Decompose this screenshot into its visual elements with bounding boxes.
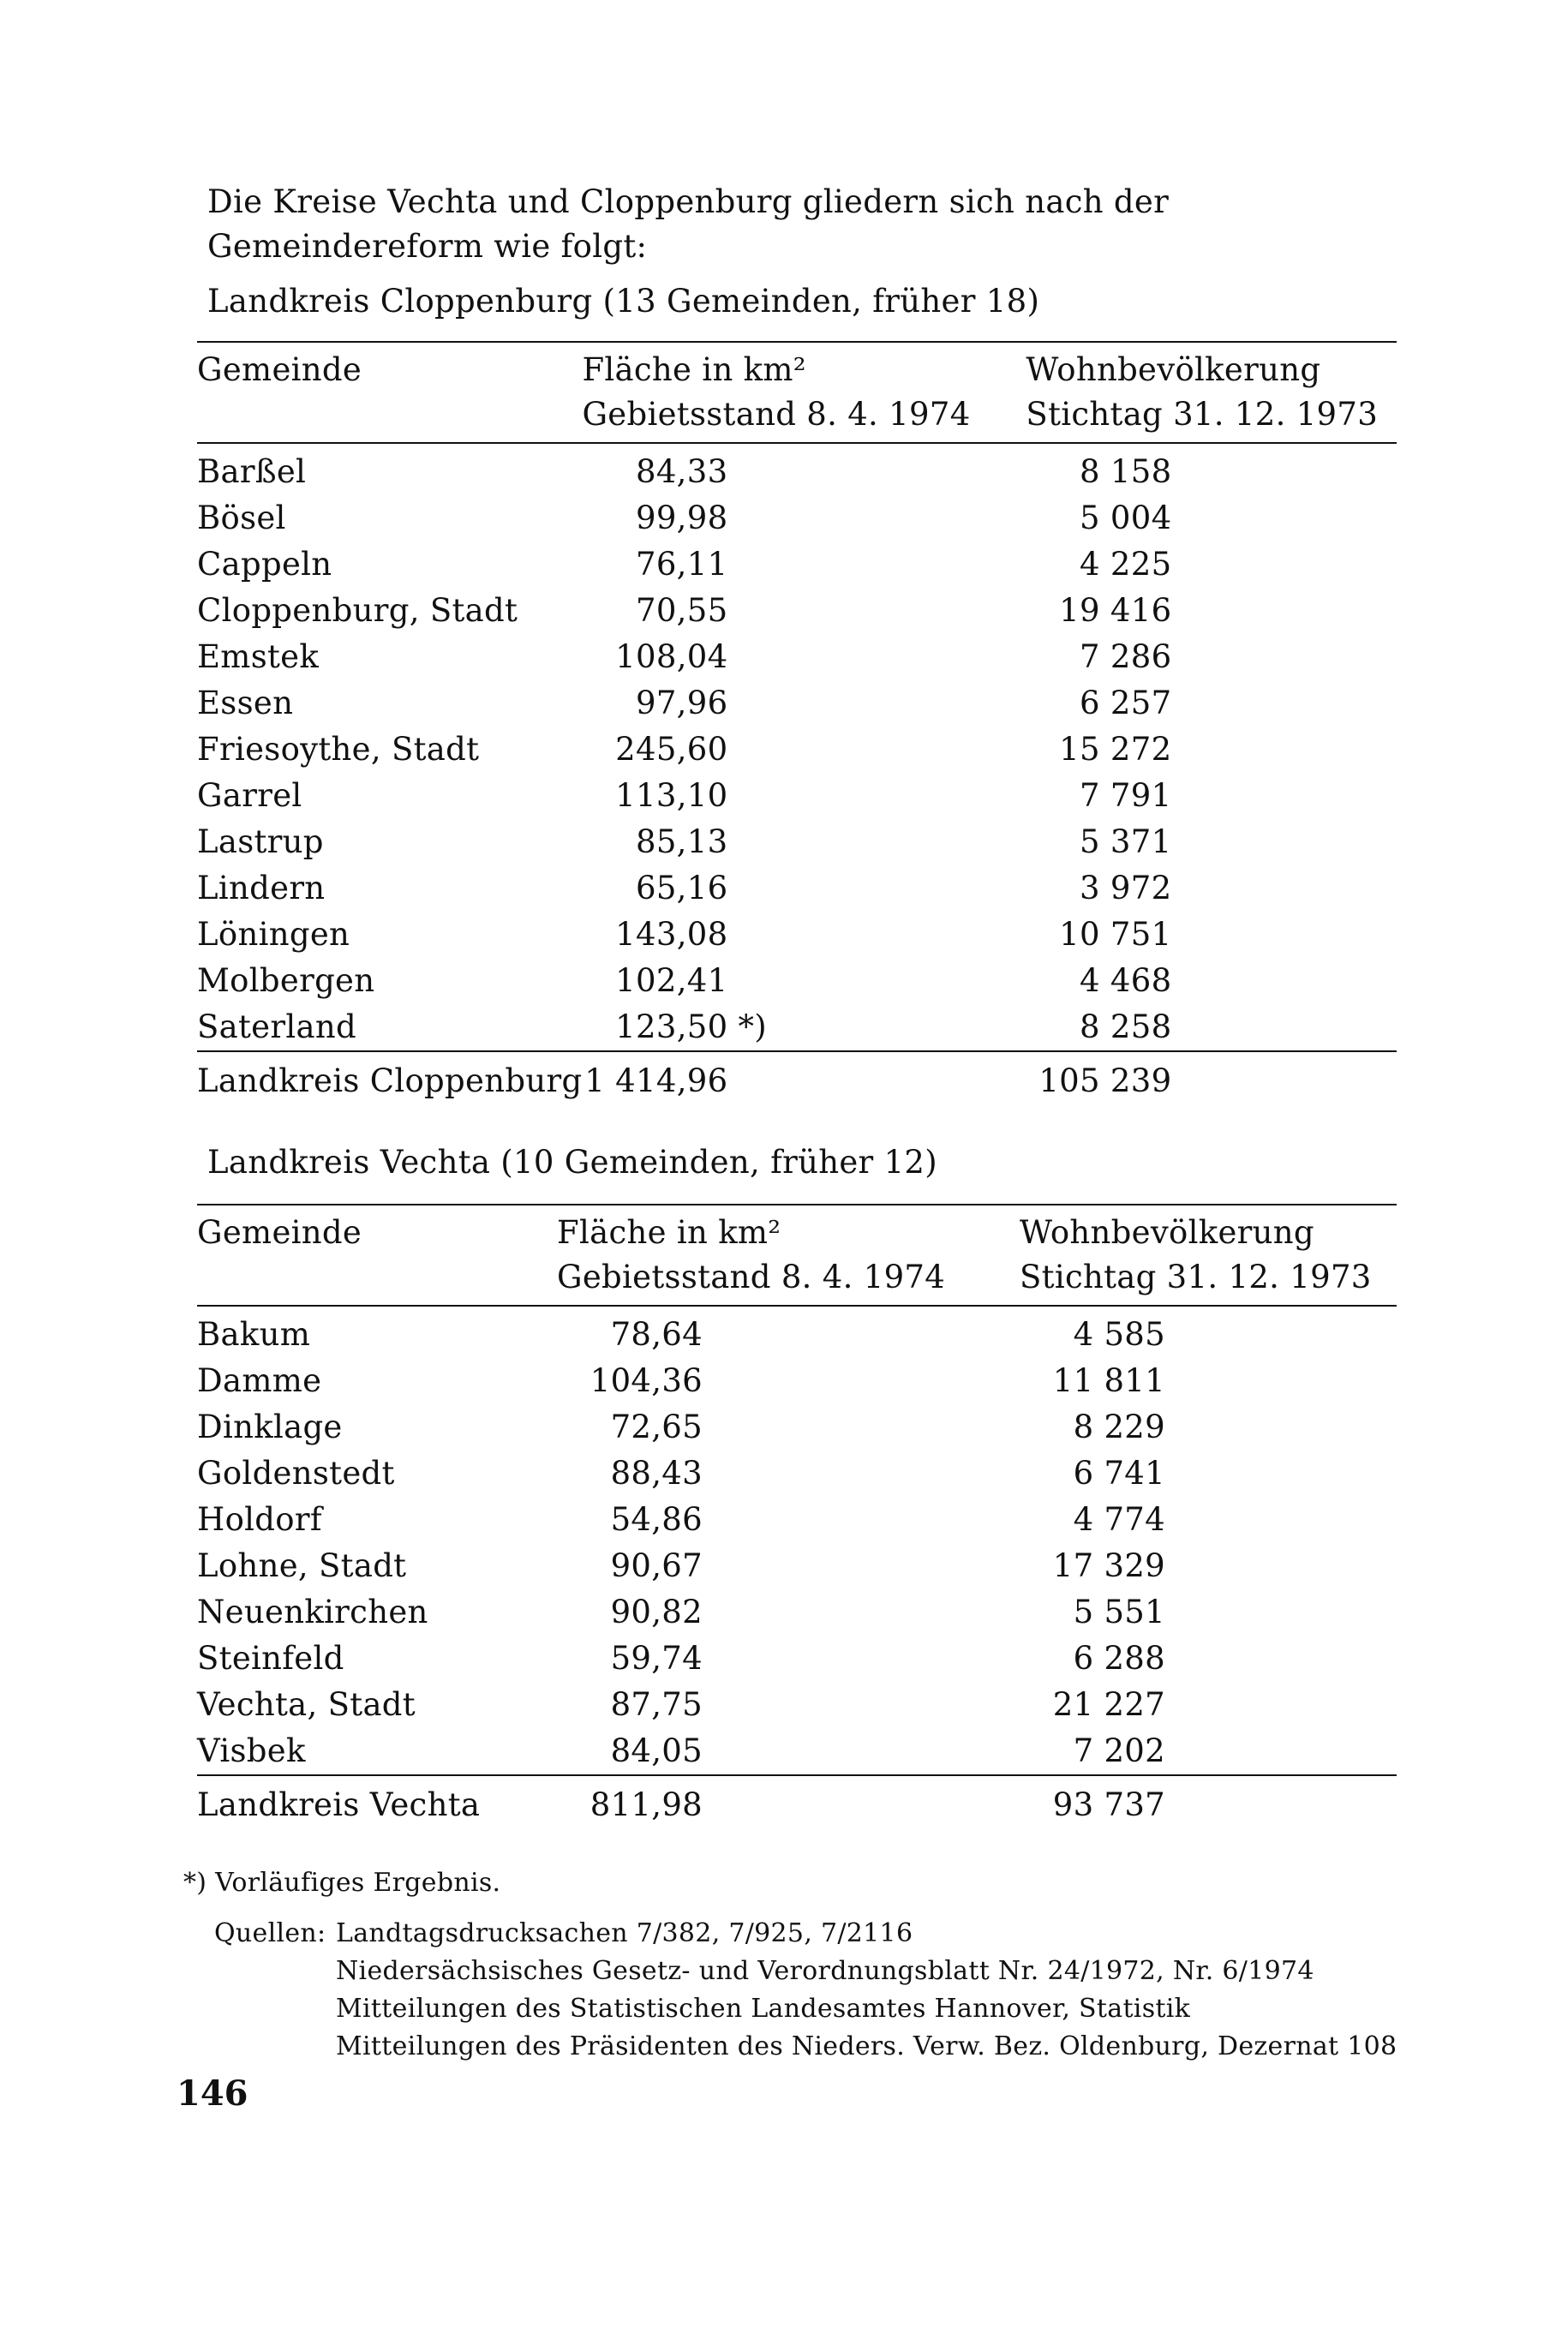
row-bevoelkerung: 4 225: [1079, 546, 1172, 583]
row-flaeche: 70,55: [636, 592, 728, 629]
footnote-marker: *): [727, 1008, 768, 1045]
row-gemeinde: Emstek: [197, 638, 320, 675]
row-flaeche: 76,11: [636, 546, 728, 583]
row-gemeinde: Damme: [197, 1362, 322, 1399]
table-row: [197, 1004, 1397, 1051]
row-flaeche: 78,64: [610, 1316, 703, 1353]
row-gemeinde: Bakum: [197, 1316, 311, 1353]
table-row: [197, 912, 1397, 958]
row-bevoelkerung: 5 551: [1073, 1594, 1165, 1630]
row-bevoelkerung: 6 288: [1073, 1640, 1165, 1677]
row-gemeinde: Barßel: [197, 453, 307, 490]
source-line: Landtagsdrucksachen 7/382, 7/925, 7/2116: [336, 1918, 913, 1948]
header-gemeinde: Gemeinde: [197, 1205, 557, 1255]
row-flaeche: 245,60: [615, 731, 728, 768]
row-flaeche: 84,05: [610, 1732, 703, 1769]
row-flaeche: 143,08: [615, 916, 728, 953]
row-bevoelkerung: 6 257: [1079, 685, 1172, 721]
row-bevoelkerung: 8 258: [1079, 1008, 1172, 1045]
row-gemeinde: Dinklage: [197, 1409, 343, 1445]
row-bevoelkerung: 6 741: [1073, 1455, 1165, 1492]
row-gemeinde: Lastrup: [197, 823, 324, 860]
row-flaeche: 90,67: [610, 1547, 703, 1584]
row-gemeinde: Vechta, Stadt: [197, 1686, 416, 1723]
row-flaeche: 104,36: [589, 1362, 703, 1399]
row-flaeche: 54,86: [610, 1501, 703, 1538]
row-bevoelkerung: 21 227: [1052, 1686, 1165, 1723]
row-bevoelkerung: 5 004: [1079, 499, 1172, 536]
row-bevoelkerung: 4 585: [1073, 1316, 1165, 1353]
sources-label: Quellen:: [214, 1918, 326, 1948]
header-stichtag: Stichtag 31. 12. 1973: [1026, 392, 1397, 443]
table-row: [197, 443, 1397, 495]
row-gemeinde: Garrel: [197, 777, 302, 814]
table-row: [197, 958, 1397, 1004]
table-row: [197, 588, 1397, 634]
row-bevoelkerung: 17 329: [1052, 1547, 1165, 1584]
cloppenburg-total-pop: 105 239: [1038, 1062, 1172, 1099]
page-number: 146: [177, 2073, 248, 2114]
row-bevoelkerung: 8 229: [1073, 1409, 1165, 1445]
row-gemeinde: Saterland: [197, 1008, 356, 1045]
table-row: [197, 1682, 1397, 1728]
row-gemeinde: Steinfeld: [197, 1640, 344, 1677]
row-gemeinde: Löningen: [197, 916, 350, 953]
row-gemeinde: Essen: [197, 685, 294, 721]
table-row: [197, 1543, 1397, 1589]
row-flaeche: 84,33: [636, 453, 728, 490]
source-line: Mitteilungen des Präsidenten des Nieders. Verw. Bez. Oldenburg, Dezernat 108: [336, 2031, 1397, 2061]
table-row: [197, 1728, 1397, 1775]
table-row: [197, 1404, 1397, 1451]
table-row: [197, 541, 1397, 588]
row-bevoelkerung: 11 811: [1052, 1362, 1165, 1399]
row-flaeche: 88,43: [610, 1455, 703, 1492]
row-flaeche: 65,16: [636, 870, 728, 906]
header-bevoelkerung: Wohnbevölkerung: [1026, 342, 1397, 392]
vechta-table: [197, 1204, 1397, 1828]
table-row: [197, 819, 1397, 865]
row-flaeche: 108,04: [615, 638, 728, 675]
table-row: [197, 1636, 1397, 1682]
row-bevoelkerung: 8 158: [1079, 453, 1172, 490]
row-bevoelkerung: 4 468: [1079, 962, 1172, 999]
row-bevoelkerung: 10 751: [1059, 916, 1172, 953]
row-bevoelkerung: 15 272: [1059, 731, 1172, 768]
table-row: [197, 1358, 1397, 1404]
row-gemeinde: Bösel: [197, 499, 286, 536]
cloppenburg-total-name: Landkreis Cloppenburg: [197, 1051, 582, 1104]
cloppenburg-table: [197, 341, 1397, 1104]
footnote: *) Vorläufiges Ergebnis.: [183, 1868, 501, 1898]
table-row: [197, 634, 1397, 680]
row-bevoelkerung: 7 286: [1079, 638, 1172, 675]
row-bevoelkerung: 19 416: [1059, 592, 1172, 629]
cloppenburg-total-area: 1 414,96: [584, 1062, 728, 1099]
vechta-total-name: Landkreis Vechta: [197, 1775, 557, 1828]
row-gemeinde: Holdorf: [197, 1501, 322, 1538]
vechta-title: Landkreis Vechta (10 Gemeinden, früher 12): [207, 1144, 938, 1181]
row-flaeche: 85,13: [636, 823, 728, 860]
row-gemeinde: Cappeln: [197, 546, 332, 583]
row-gemeinde: Neuenkirchen: [197, 1594, 428, 1630]
row-flaeche: 102,41: [615, 962, 728, 999]
row-gemeinde: Visbek: [197, 1732, 306, 1769]
vechta-rows: [197, 1306, 1397, 1775]
sources-block: [214, 1915, 1397, 2066]
row-gemeinde: Molbergen: [197, 962, 375, 999]
vechta-total-area: 811,98: [589, 1786, 703, 1823]
source-line: Mitteilungen des Statistischen Landesamtes Hannover, Statistik: [336, 1994, 1191, 2024]
table-row: [197, 865, 1397, 912]
table-row: [197, 1306, 1397, 1358]
row-flaeche: 72,65: [610, 1409, 703, 1445]
row-bevoelkerung: 3 972: [1079, 870, 1172, 906]
row-flaeche: 99,98: [636, 499, 728, 536]
row-flaeche: 90,82: [610, 1594, 703, 1630]
source-line: Niedersächsisches Gesetz- und Verordnungsblatt Nr. 24/1972, Nr. 6/1974: [336, 1956, 1314, 1986]
header-stichtag: Stichtag 31. 12. 1973: [1020, 1255, 1397, 1306]
table-row: [197, 495, 1397, 541]
header-gebietsstand: Gebietsstand 8. 4. 1974: [582, 392, 1026, 443]
intro-paragraph: Die Kreise Vechta und Cloppenburg gliedern sich nach der Gemeindereform wie folgt:: [207, 183, 1170, 265]
row-bevoelkerung: 7 791: [1079, 777, 1172, 814]
row-gemeinde: Friesoythe, Stadt: [197, 731, 480, 768]
cloppenburg-title: Landkreis Cloppenburg (13 Gemeinden, früher 18): [207, 283, 1040, 320]
table-row: [197, 680, 1397, 727]
row-bevoelkerung: 7 202: [1073, 1732, 1165, 1769]
header-gebietsstand: Gebietsstand 8. 4. 1974: [557, 1255, 1020, 1306]
vechta-total-pop: 93 737: [1052, 1786, 1165, 1823]
cloppenburg-rows: [197, 443, 1397, 1051]
row-gemeinde: Goldenstedt: [197, 1455, 395, 1492]
header-bevoelkerung: Wohnbevölkerung: [1020, 1205, 1397, 1255]
header-gemeinde: Gemeinde: [197, 342, 582, 392]
row-gemeinde: Cloppenburg, Stadt: [197, 592, 518, 629]
table-row: [197, 727, 1397, 773]
row-bevoelkerung: 4 774: [1073, 1501, 1165, 1538]
table-row: [197, 773, 1397, 819]
header-flaeche: Fläche in km²: [557, 1205, 1020, 1255]
row-gemeinde: Lohne, Stadt: [197, 1547, 407, 1584]
header-flaeche: Fläche in km²: [582, 342, 1026, 392]
row-bevoelkerung: 5 371: [1079, 823, 1172, 860]
table-row: [197, 1451, 1397, 1497]
row-flaeche: 87,75: [610, 1686, 703, 1723]
row-flaeche: 113,10: [615, 777, 728, 814]
row-flaeche: 123,50: [615, 1008, 728, 1045]
row-flaeche: 59,74: [610, 1640, 703, 1677]
row-gemeinde: Lindern: [197, 870, 326, 906]
table-row: [197, 1497, 1397, 1543]
row-flaeche: 97,96: [636, 685, 728, 721]
table-row: [197, 1589, 1397, 1636]
